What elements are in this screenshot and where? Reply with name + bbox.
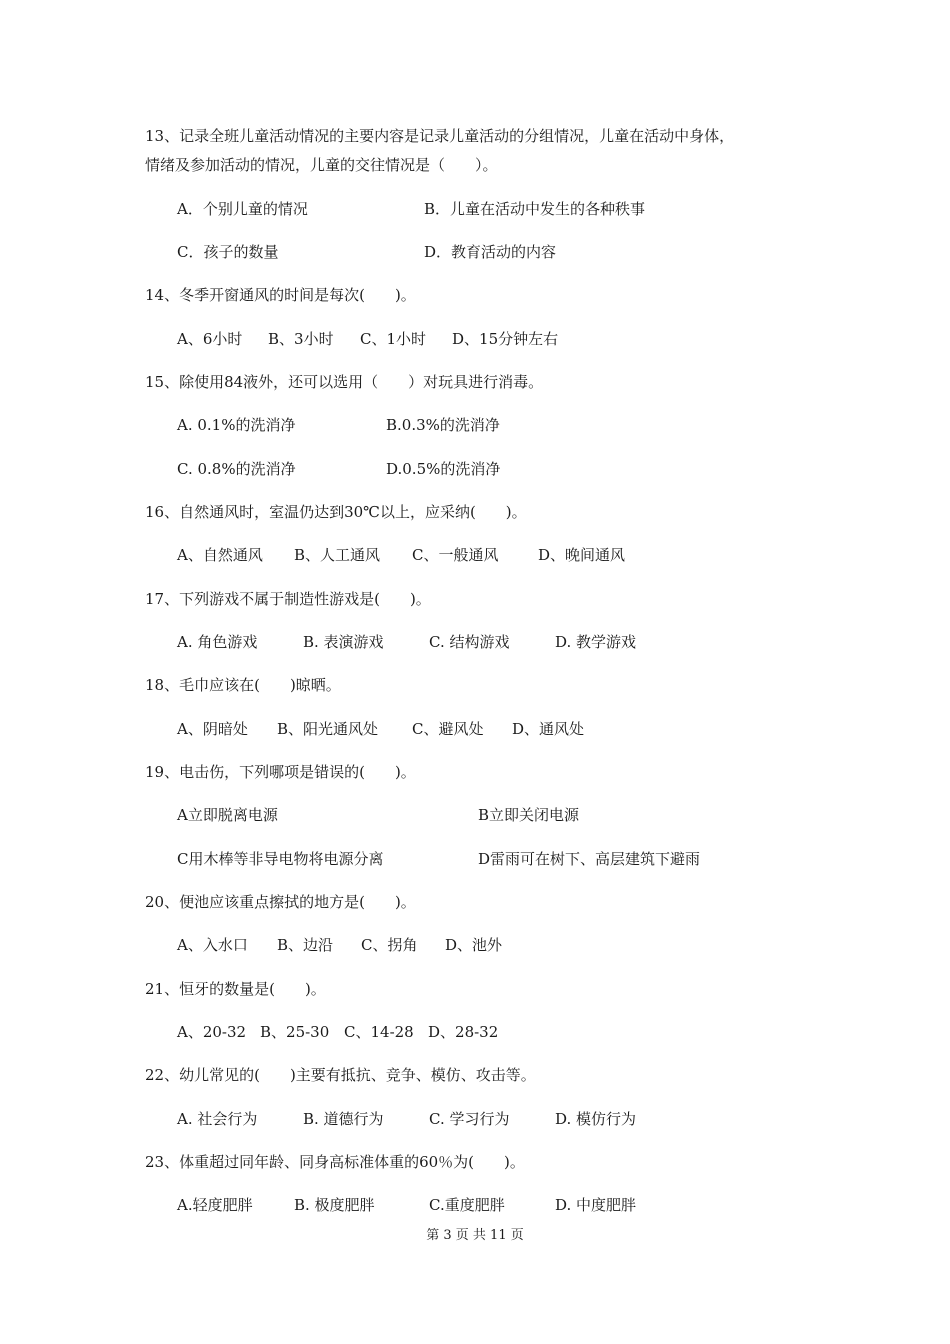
question-13-line-2: 情绪及参加活动的情况，儿童的交往情况是（ ）。: [145, 156, 498, 174]
question-14-stem: 14、冬季开窗通风的时间是每次( )。: [145, 286, 416, 304]
question-17-option-c: C. 结构游戏: [429, 633, 510, 651]
question-14-option-d: D、15分钟左右: [452, 330, 559, 348]
question-21-option-d: D、28-32: [428, 1023, 499, 1041]
question-21-option-b: B、25-30: [260, 1023, 330, 1041]
question-13-option-d: D．教育活动的内容: [424, 243, 557, 261]
question-17-option-a: A. 角色游戏: [177, 633, 258, 651]
question-23-option-d: D. 中度肥胖: [555, 1196, 637, 1214]
question-15-option-c: C. 0.8%的洗消净: [177, 460, 296, 478]
question-14-option-c: C、1小时: [360, 330, 427, 348]
question-20-option-c: C、拐角: [361, 936, 418, 954]
question-21-option-c: C、14-28: [344, 1023, 414, 1041]
question-15-option-a: A. 0.1%的洗消净: [177, 416, 296, 434]
question-19-option-c: C用木棒等非导电物将电源分离: [177, 850, 384, 868]
question-16-option-a: A、自然通风: [177, 546, 263, 564]
question-16-option-b: B、人工通风: [294, 546, 381, 564]
question-20-option-d: D、池外: [445, 936, 503, 954]
question-13-option-c: C．孩子的数量: [177, 243, 279, 261]
question-15-stem: 15、除使用84液外，还可以选用（ ）对玩具进行消毒。: [145, 373, 544, 391]
question-18-option-b: B、阳光通风处: [277, 720, 379, 738]
question-17-option-d: D. 教学游戏: [555, 633, 637, 651]
page-number-footer: 第 3 页 共 11 页: [426, 1228, 524, 1243]
question-20-option-b: B、边沿: [277, 936, 334, 954]
question-15-option-d: D.0.5%的洗消净: [386, 460, 501, 478]
question-13-line-1: 13、记录全班儿童活动情况的主要内容是记录儿童活动的分组情况，儿童在活动中身体，: [145, 127, 735, 145]
question-21-option-a: A、20-32: [177, 1023, 247, 1041]
question-13-option-a: A．个别儿童的情况: [177, 200, 308, 218]
question-15-option-b: B.0.3%的洗消净: [386, 416, 500, 434]
question-18-stem: 18、毛巾应该在( )晾晒。: [145, 676, 341, 694]
question-17-stem: 17、下列游戏不属于制造性游戏是( )。: [145, 590, 431, 608]
question-16-stem: 16、自然通风时，室温仍达到30℃以上，应采纳( )。: [145, 503, 527, 521]
question-13-option-b: B．儿童在活动中发生的各种秩事: [424, 200, 646, 218]
question-19-option-d: D雷雨可在树下、高层建筑下避雨: [478, 850, 701, 868]
question-20-stem: 20、便池应该重点擦拭的地方是( )。: [145, 893, 416, 911]
question-22-option-a: A. 社会行为: [177, 1110, 258, 1128]
question-16-option-c: C、一般通风: [412, 546, 499, 564]
question-23-stem: 23、体重超过同年龄、同身高标准体重的60％为( )。: [145, 1153, 525, 1171]
question-22-option-b: B. 道德行为: [303, 1110, 384, 1128]
question-17-option-b: B. 表演游戏: [303, 633, 384, 651]
question-19-stem: 19、电击伤，下列哪项是错误的( )。: [145, 763, 416, 781]
question-21-stem: 21、恒牙的数量是( )。: [145, 980, 326, 998]
question-22-option-d: D. 模仿行为: [555, 1110, 637, 1128]
question-23-option-b: B. 极度肥胖: [294, 1196, 375, 1214]
question-14-option-b: B、3小时: [268, 330, 334, 348]
question-22-option-c: C. 学习行为: [429, 1110, 510, 1128]
question-20-option-a: A、入水口: [177, 936, 248, 954]
question-19-option-b: B立即关闭电源: [478, 806, 580, 824]
question-19-option-a: A立即脱离电源: [177, 806, 278, 824]
question-18-option-d: D、通风处: [512, 720, 585, 738]
question-22-stem: 22、幼儿常见的( )主要有抵抗、竞争、模仿、攻击等。: [145, 1066, 536, 1084]
question-23-option-a: A.轻度肥胖: [177, 1196, 253, 1214]
question-16-option-d: D、晚间通风: [538, 546, 626, 564]
question-18-option-c: C、避风处: [412, 720, 484, 738]
question-14-option-a: A、6小时: [177, 330, 243, 348]
question-18-option-a: A、阴暗处: [177, 720, 248, 738]
question-23-option-c: C.重度肥胖: [429, 1196, 505, 1214]
